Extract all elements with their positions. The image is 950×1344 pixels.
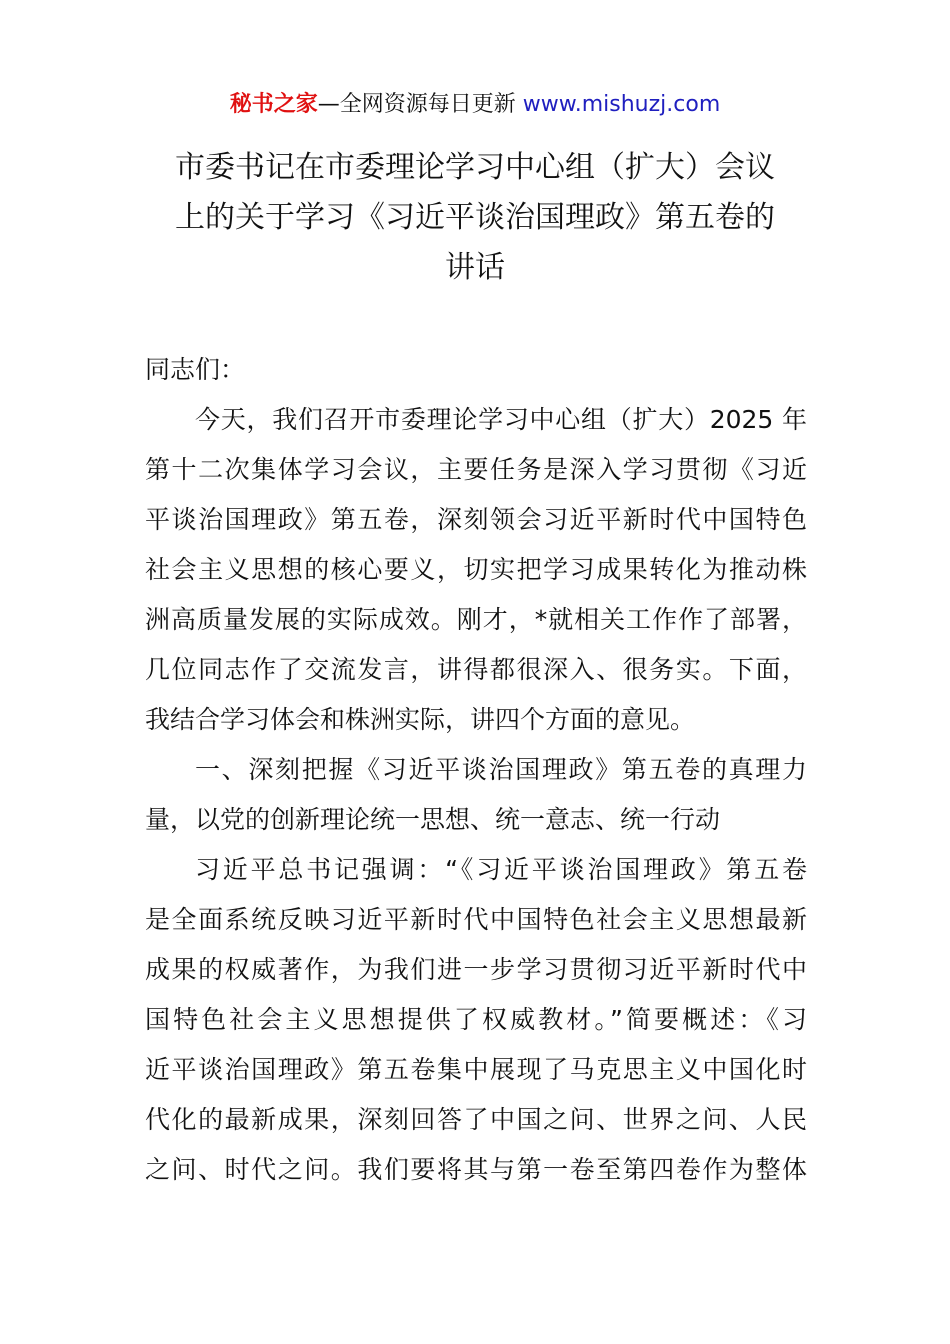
text-line: 代化的最新成果，深刻回答了中国之问、世界之问、人民 xyxy=(145,1105,807,1134)
text-line: 习近平总书记强调：“《习近平谈治国理政》第五卷 xyxy=(195,855,807,884)
document-body xyxy=(145,345,807,1195)
paragraph-opening xyxy=(145,395,807,745)
heading-line: 一、深刻把握《习近平谈治国理政》第五卷的真理力 xyxy=(195,755,807,784)
heading-line: 量，以党的创新理论统一思想、统一意志、统一行动 xyxy=(145,805,721,834)
text-line: 第十二次集体学习会议，主要任务是深入学习贯彻《习近 xyxy=(145,455,807,484)
document-title xyxy=(120,143,830,293)
text-line: 今天，我们召开市委理论学习中心组（扩大）2025 年 xyxy=(195,405,807,434)
title-line: 市委书记在市委理论学习中心组（扩大）会议 xyxy=(175,150,775,185)
site-link[interactable]: www.mishuzj.com xyxy=(522,92,721,117)
salutation: 同志们： xyxy=(145,355,246,384)
text-line: 平谈治国理政》第五卷，深刻领会习近平新时代中国特色 xyxy=(145,505,807,534)
text-line: 之问、时代之问。我们要将其与第一卷至第四卷作为整体 xyxy=(145,1155,807,1184)
title-line: 上的关于学习《习近平谈治国理政》第五卷的 xyxy=(175,200,775,235)
header-dash: — xyxy=(317,92,340,117)
section-heading-1 xyxy=(145,745,807,845)
watermark-header xyxy=(0,88,950,122)
brand-name: 秘书之家 xyxy=(229,92,318,117)
text-line: 近平谈治国理政》第五卷集中展现了马克思主义中国化时 xyxy=(145,1055,807,1084)
text-line: 成果的权威著作，为我们进一步学习贯彻习近平新时代中 xyxy=(145,955,807,984)
paragraph-section-1 xyxy=(145,845,807,1195)
header-tagline: 全网资源每日更新 xyxy=(339,92,516,117)
text-line: 我结合学习体会和株洲实际，讲四个方面的意见。 xyxy=(145,705,696,734)
text-line: 国特色社会主义思想提供了权威教材。”简要概述：《习 xyxy=(145,1005,807,1034)
text-line: 洲高质量发展的实际成效。刚才，*就相关工作作了部署， xyxy=(145,605,807,634)
text-line: 社会主义思想的核心要义，切实把学习成果转化为推动株 xyxy=(145,555,807,584)
title-line: 讲话 xyxy=(445,250,505,285)
text-line: 几位同志作了交流发言，讲得都很深入、很务实。下面， xyxy=(145,655,807,684)
text-line: 是全面系统反映习近平新时代中国特色社会主义思想最新 xyxy=(145,905,807,934)
